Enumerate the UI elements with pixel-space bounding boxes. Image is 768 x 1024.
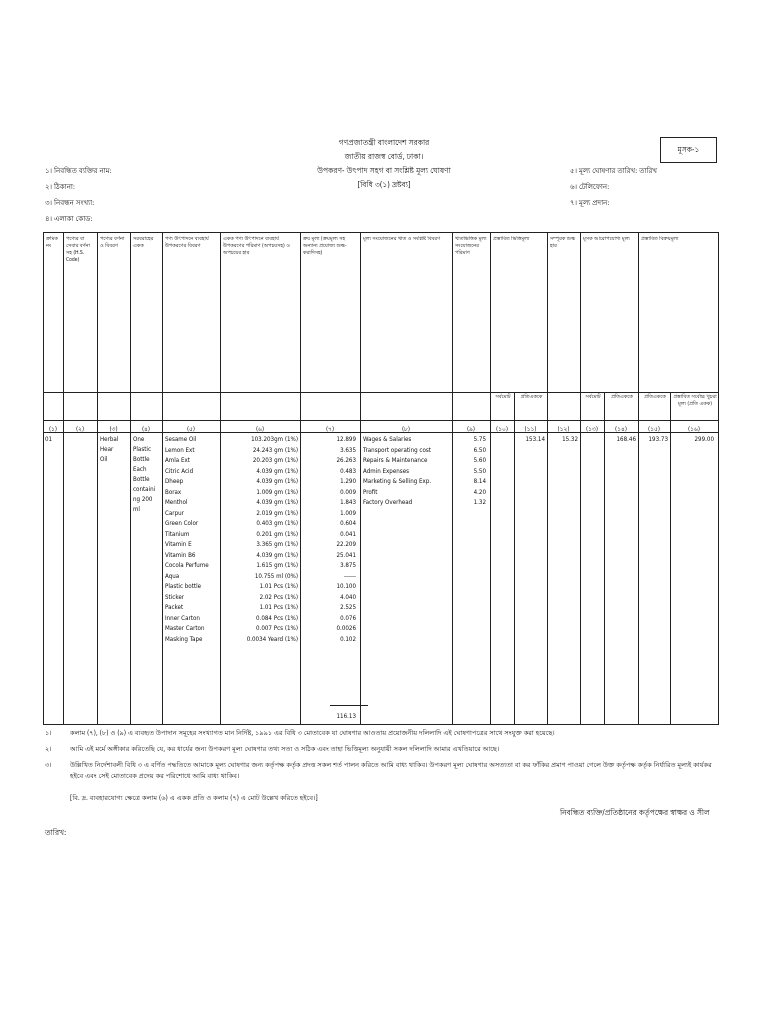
- header-line-2: জাতীয় রাজস্ব বোর্ড, ঢাকা।: [344, 152, 424, 161]
- ingredient-price: 1.009: [340, 509, 356, 517]
- ingredient-price: 3.875: [340, 562, 356, 569]
- ingredient-name: Carpur: [165, 509, 184, 517]
- ingredient-name: Titanium: [165, 530, 190, 538]
- column-number: (১৫): [648, 426, 660, 433]
- ingredient-quantity: 4.039 gm (1%): [256, 478, 298, 485]
- ingredient-price: ------: [343, 572, 356, 580]
- retail-per-unit: 193.73: [648, 436, 668, 443]
- column-header-serial: ক্রমিক নং: [46, 236, 58, 249]
- column-number: (৩): [109, 426, 118, 433]
- ingredient-price: 1.290: [340, 478, 356, 485]
- ingredient-quantity: 103.203gm (1%): [251, 436, 298, 443]
- column-header-value-amount: খাতভিত্তিক মূল্য সংযোজনের পরিমাণ: [455, 236, 487, 256]
- note-number: ২।: [45, 745, 52, 753]
- column-number: (৫): [186, 426, 196, 433]
- ingredient-price: 0.604: [340, 520, 356, 527]
- mrp-value: 299.00: [694, 436, 714, 443]
- column-header-purchase-price: ক্রয় মূল্য (ক্রয়মূল্য সহ অন্যান্য প্রযোজ্য শুল্ক-করাদিসহ): [303, 236, 347, 256]
- row-unit-line: One: [133, 436, 145, 443]
- note-text: উল্লিখিত নির্দেশাবলী বিধি ৩ এ বর্ণিত পদ্ধতিতে আমাকে মূল্য ঘোষণার জন্য কর্তৃপক্ষ কর্তৃক প্রদত্ত সকল শর্ত পালন করিতে আমি বাধ্য থাকিব। উপকরণ মূল্য ঘোষণার অসত্যতা বা কর ফাঁকির প্রমাণ পাওয়া গেলে উক্ত কর্তৃপক্ষ কর্তৃক নির্ধারিত মূল্যই কার্যকর হইবে এবং সেই মোতাবেক প্রদেয় কর পরিশোধে আমি বাধ্য থাকিব।: [70, 761, 712, 780]
- ingredient-name: Cocola Perfume: [165, 562, 209, 569]
- footnote: [বি. দ্র. ব্যবহারযোগ্য ক্ষেত্রে কলাম (৬) এ একক প্রতি ও কলাম (৭) এ মোট উল্লেখ করিতে হইবে।]: [70, 794, 318, 802]
- ingredient-price: 2.525: [340, 604, 356, 611]
- ingredient-name: Dheep: [165, 478, 184, 485]
- ingredient-name: Sticker: [165, 593, 185, 601]
- ingredient-name: Vitamin E: [165, 541, 192, 548]
- value-addition-amount: 5.75: [473, 436, 486, 443]
- row-item-line: Herbal: [100, 436, 119, 443]
- row-item-line: Hear: [100, 446, 114, 453]
- ingredient-quantity: 0.084 Pcs (1%): [256, 614, 298, 622]
- subheader-per-unit: প্রতিএককে: [611, 394, 633, 400]
- ingredient-name: Masking Tape: [165, 635, 203, 643]
- field-area-code: ৪। এলাকা কোড:: [45, 215, 93, 223]
- ingredient-price: 26.263: [336, 457, 356, 464]
- column-header-value-addition: মূল্য সংযোজনের খাত ও সংশ্লিষ্ট বিবরণ: [363, 236, 441, 242]
- value-addition-name: Wages & Salaries: [363, 436, 412, 443]
- column-header-input-qty: একক পণ্য উৎপাদনে ব্যবহার্য উপকরণের পরিমাণ (অপচয়সহ) ও অপচয়ের হার: [223, 236, 290, 256]
- ingredient-quantity: 4.039 gm (1%): [256, 551, 298, 559]
- ingredient-price: 12.899: [336, 436, 356, 443]
- vatable-price: 168.46: [616, 436, 636, 443]
- value-addition-amount: 8.14: [473, 478, 486, 485]
- field-registered-name: ১। নিবন্ধিত ব্যক্তির নাম:: [45, 167, 112, 175]
- ingredient-quantity: 0.0034 Yeard (1%): [246, 635, 298, 643]
- total-underline: [330, 705, 368, 706]
- ingredient-name: Packet: [165, 604, 184, 611]
- subheader-mrp: প্রস্তাবিত সর্বোচ্চ খুচরা মূল্য (প্রতি একক): [673, 394, 717, 407]
- supplementary-duty: 15.32: [562, 436, 578, 443]
- ingredient-quantity: 1.01 Pcs (1%): [259, 583, 298, 590]
- ingredient-quantity: 3.365 gm (1%): [256, 541, 298, 548]
- ingredient-price: 22.209: [336, 541, 356, 548]
- value-addition-name: Transport operating cost: [363, 446, 431, 454]
- row-unit-line: ng 200: [133, 496, 153, 503]
- field-address: ২। ঠিকানা:: [45, 183, 76, 191]
- column-number: (৯): [466, 426, 476, 433]
- column-number: (১): [48, 426, 58, 433]
- ingredient-name: Lemon Ext: [165, 446, 195, 454]
- ingredient-price: 10.100: [336, 583, 356, 590]
- column-header-inputs: পণ্য উৎপাদনে ব্যবহার্য উপকরণের বিবরণ: [165, 236, 209, 249]
- column-header-hs-code: পণ্যের বা সেবার বর্ণনা সহ (H.S. Code): [66, 236, 90, 263]
- ingredient-name: Plastic bottle: [165, 583, 202, 590]
- column-number: (১৩): [585, 426, 598, 433]
- value-addition-name: Repairs & Maintenance: [363, 457, 428, 464]
- value-addition-amount: 4.20: [473, 488, 486, 496]
- ingredients-total: 116.13: [336, 713, 356, 720]
- column-header-description: পণ্যের বর্ণনা ও বিবরণ: [100, 236, 125, 249]
- value-addition-name: Admin Expenses: [363, 467, 410, 475]
- note-number: ৩।: [45, 761, 52, 769]
- ingredient-price: 25.041: [336, 551, 356, 559]
- subheader-per-unit: প্রতিএককে: [520, 394, 543, 400]
- ingredient-price: 0.483: [340, 467, 356, 475]
- ingredient-price: 0.102: [340, 635, 356, 643]
- ingredient-quantity: 24.243 gm (1%): [252, 446, 298, 454]
- ingredient-price: 1.843: [340, 499, 356, 506]
- ingredient-name: Citric Acid: [165, 467, 194, 475]
- ingredient-quantity: 2.019 gm (1%): [256, 509, 298, 517]
- note-number: ১।: [45, 729, 52, 737]
- ingredient-quantity: 1.01 Pcs (1%): [259, 604, 298, 611]
- ingredient-quantity: 0.201 gm (1%): [256, 530, 298, 538]
- subheader-total: সর্বমোট: [585, 394, 601, 400]
- column-number: (৪): [141, 426, 151, 433]
- column-header-base-price: প্রস্তাবিত ভিত্তিমূল্য: [493, 236, 530, 242]
- column-number: (১১): [524, 426, 537, 433]
- header-line-1: গণপ্রজাতন্ত্রী বাংলাদেশ সরকার: [338, 138, 430, 147]
- subheader-per-unit: প্রতিএককে: [644, 394, 666, 400]
- form-number-box: মূসক-১: [660, 137, 717, 163]
- row-unit-line: Bottle: [133, 456, 150, 463]
- column-header-sd-rate: সম্পূরক শুল্ক হার: [550, 236, 576, 249]
- ingredient-quantity: 2.02 Pcs (1%): [259, 593, 298, 601]
- row-item-line: Oil: [100, 456, 108, 463]
- ingredient-quantity: 4.039 gm (1%): [256, 467, 298, 475]
- column-number: (১৪): [615, 426, 627, 433]
- base-price: 153.14: [525, 436, 545, 443]
- ingredient-quantity: 0.007 Pcs (1%): [256, 625, 298, 632]
- ingredient-name: Green Color: [165, 520, 199, 527]
- row-unit-line: Plastic: [133, 446, 152, 453]
- column-number: (১০): [495, 426, 508, 433]
- ingredient-quantity: 10.755 ml (0%): [254, 572, 298, 580]
- ingredient-name: Sesame Oil: [165, 436, 197, 443]
- row-unit-line: containi: [133, 486, 156, 493]
- ingredient-name: Master Carton: [165, 625, 205, 632]
- row-serial: 01: [45, 436, 53, 443]
- ingredient-name: Menthol: [165, 499, 188, 506]
- row-unit-line: Each: [133, 466, 147, 473]
- note-text: আমি এই মর্মে অঙ্গীকার করিতেছি যে, কর ধার্যের জন্য উপকরণ মূল্য ঘোষণার তথ্য সত্য ও সঠিক এবং তাহা ভিত্তিমূল্য অনুযায়ী সকল দলিলাদি আমার এখতিয়ারে আছে।: [70, 745, 500, 753]
- column-header-sale-price: প্রস্তাবিত বিক্রয়মূল্য: [641, 236, 679, 242]
- column-number: (১৬): [687, 426, 700, 433]
- ingredient-price: 0.009: [340, 488, 356, 496]
- date-label: তারিখ:: [45, 828, 67, 837]
- header-line-4: [বিধি ৩(১) দ্রষ্টব্য]: [357, 180, 411, 189]
- ingredient-quantity: 0.403 gm (1%): [256, 520, 298, 527]
- ingredient-price: 4.040: [340, 593, 356, 601]
- value-addition-amount: 5.50: [473, 467, 486, 475]
- field-registration-no: ৩। নিবন্ধন সংখ্যা:: [45, 199, 95, 207]
- column-header-vatable: মূসক আরোপযোগ্য মূল্য: [583, 236, 630, 242]
- value-addition-name: Profit: [363, 488, 378, 496]
- header-line-3: উপকরণ- উৎপাদ সহগ বা সংশ্লিষ্ট মূল্য ঘোষণা: [317, 166, 451, 175]
- field-price-basis: ৭। মূল্য প্রদান:: [570, 199, 610, 207]
- column-number: (২): [75, 426, 85, 433]
- row-unit-line: ml: [133, 506, 140, 513]
- ingredient-name: Amla Ext: [165, 457, 190, 464]
- column-header-unit: সরবরাহের একক: [133, 236, 154, 249]
- ingredient-quantity: 20.203 gm (1%): [252, 457, 298, 464]
- ingredient-quantity: 4.039 gm (1%): [256, 499, 298, 506]
- ingredient-quantity: 1.009 gm (1%): [256, 488, 298, 496]
- ingredient-name: Vitamin B6: [165, 551, 196, 559]
- column-number: (৬): [255, 426, 265, 433]
- field-telephone: ৬। টেলিফোন:: [570, 183, 610, 191]
- signature-label: নিবন্ধিত ব্যক্তি/প্রতিষ্ঠানের কর্তৃপক্ষের স্বাক্ষর ও সীল: [560, 808, 710, 817]
- value-addition-name: Factory Overhead: [363, 499, 413, 506]
- value-addition-amount: 5.60: [473, 457, 486, 464]
- ingredient-price: 3.635: [340, 446, 356, 454]
- ingredient-price: 0.041: [340, 530, 356, 538]
- ingredient-price: 0.0026: [336, 625, 356, 632]
- ingredient-name: Borax: [165, 488, 182, 496]
- column-number: (৭): [325, 426, 335, 433]
- subheader-total: সর্বমোট: [495, 394, 511, 400]
- column-number: (১২): [557, 426, 570, 433]
- field-declaration-date: ৫। মূল্য ঘোষণার তারিখ: তারিখ: [570, 167, 657, 175]
- note-text: কলাম (৭), (৮) ও (৯) এ ব্যবহৃত উপাদান সমূহের সংখ্যাগত মান নির্দিষ্ট, ১৯৯১ এর বিধি ৩ মোতাবেক যা ঘোষণার আওতায় প্রয়োজনীয় দলিলাদি এই ঘোষণাপত্রের সাথে সংযুক্ত করা হয়েছে।: [70, 729, 555, 737]
- value-addition-name: Marketing & Selling Exp.: [363, 478, 432, 485]
- ingredient-price: 0.076: [340, 614, 356, 622]
- row-unit-line: Bottle: [133, 476, 150, 483]
- ingredient-name: Inner Carton: [165, 614, 200, 622]
- value-addition-amount: 6.50: [473, 446, 486, 454]
- ingredient-name: Aqua: [165, 572, 180, 580]
- ingredient-quantity: 1.615 gm (1%): [256, 562, 298, 569]
- column-number: (৮): [401, 426, 411, 433]
- value-addition-amount: 1.32: [473, 499, 486, 506]
